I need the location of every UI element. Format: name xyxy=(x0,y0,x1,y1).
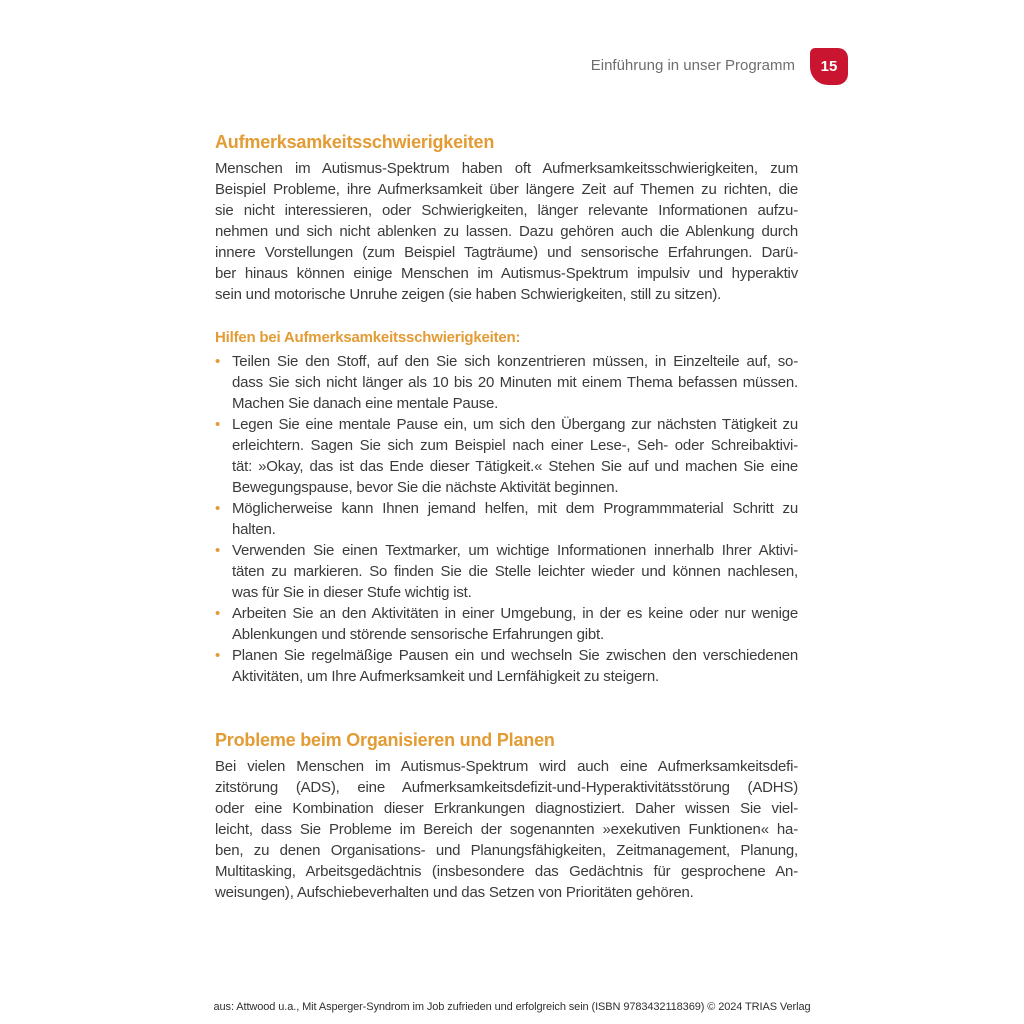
bullet-icon: • xyxy=(215,647,221,664)
section1-subheading: Hilfen bei Aufmerksamkeitsschwierigkeiten: xyxy=(215,329,521,346)
running-title: Einführung in unser Programm xyxy=(590,57,795,74)
tip-text: Planen Sie regelmäßige Pausen ein und wechseln Sie zwischen den verschiedenen Aktivitäten, um Ihre Aufmerksamkeit und Lernfähigkeit zu steigern. xyxy=(232,647,798,685)
tip-item xyxy=(215,498,798,540)
page-number-badge xyxy=(810,48,848,85)
section-title-probleme-beim-organisieren: Probleme beim Organisieren und Planen xyxy=(215,730,555,750)
tip-item xyxy=(215,645,798,687)
source-credit: aus: Attwood u.a., Mit Asperger-Syndrom im Job zufrieden und erfolgreich sein (ISBN 9783432118369) © 2024 TRIAS Verlag xyxy=(213,1001,811,1013)
bullet-icon: • xyxy=(215,416,221,433)
page-number: 15 xyxy=(820,57,838,75)
bullet-icon: • xyxy=(215,500,221,517)
tip-text: Möglicherweise kann Ihnen jemand helfen, mit dem Programmmaterial Schritt zu halten. xyxy=(232,500,798,538)
tip-text: Arbeiten Sie an den Aktivitäten in einer Umgebung, in der es keine oder nur wenige Ablenkungen und störende sensorische Erfahrungen gibt. xyxy=(232,605,798,643)
section1-paragraph: Menschen im Autismus-Spektrum haben oft Aufmerksamkeitsschwierigkeiten, zum Beispiel Probleme, ihre Aufmerksamkeit über längere Zeit auf Themen zu richten, die sie nicht interessieren, oder Schwierigkeiten, länger relevante Informationen aufzu- nehmen und sich nicht ablenken zu lassen. Dazu gehören auch die Ablenkung durch innere Vorstellungen (zum Beispiel Tagträume) und sensorische Erfahrungen. Darü- ber hinaus können einige Menschen im Autismus-Spektrum impulsiv und hyperaktiv sein und motorische Unruhe zeigen (sie haben Schwierigkeiten, still zu sitzen). xyxy=(215,160,798,303)
tip-text: Verwenden Sie einen Textmarker, um wichtige Informationen innerhalb Ihrer Aktivi- täten zu markieren. So finden Sie die Stelle leichter wieder und können nachlesen, was für Sie in dieser Stufe wichtig ist. xyxy=(232,542,798,601)
bullet-icon: • xyxy=(215,542,221,559)
page-content xyxy=(215,131,798,903)
section2-paragraph: Bei vielen Menschen im Autismus-Spektrum wird auch eine Aufmerksamkeitsdefi- zitstörung (ADS), eine Aufmerksamkeitsdefizit-und-Hyperaktivitätsstörung (ADHS) oder eine Kombination dieser Erkrankungen diagnostiziert. Daher wissen Sie viel- leicht, dass Sie Probleme im Bereich der sogenannten »exekutiven Funktionen« ha- ben, zu denen Organisations- und Planungsfähigkeiten, Zeitmanagement, Planung, Multitasking, Arbeitsgedächtnis (insbesondere das Gedächtnis für gesprochene An- weisungen), Aufschiebeverhalten und das Setzen von Prioritäten gehören. xyxy=(215,758,798,901)
section-title-aufmerksamkeitsschwierigkeiten: Aufmerksamkeitsschwierigkeiten xyxy=(215,132,495,152)
page-header xyxy=(0,47,848,85)
tip-text: Legen Sie eine mentale Pause ein, um sich den Übergang zur nächsten Tätigkeit zu erleichtern. Sagen Sie sich zum Beispiel nach einer Lese-, Seh- oder Schreibaktivi- tät: »Okay, das ist das Ende dieser Tätigkeit.« Stehen Sie auf und machen Sie eine Bewegungspause, bevor Sie die nächste Aktivität beginnen. xyxy=(232,416,798,496)
tip-item xyxy=(215,603,798,645)
tips-list xyxy=(215,351,798,687)
page-footer xyxy=(0,1001,1024,1013)
tip-item xyxy=(215,351,798,414)
bullet-icon: • xyxy=(215,605,221,622)
tip-item xyxy=(215,414,798,498)
tip-item xyxy=(215,540,798,603)
bullet-icon: • xyxy=(215,353,221,370)
tip-text: Teilen Sie den Stoff, auf den Sie sich konzentrieren müssen, in Einzelteile auf, so- dass Sie sich nicht länger als 10 bis 20 Minuten mit einem Thema befassen müssen. Machen Sie danach eine mentale Pause. xyxy=(232,353,798,412)
